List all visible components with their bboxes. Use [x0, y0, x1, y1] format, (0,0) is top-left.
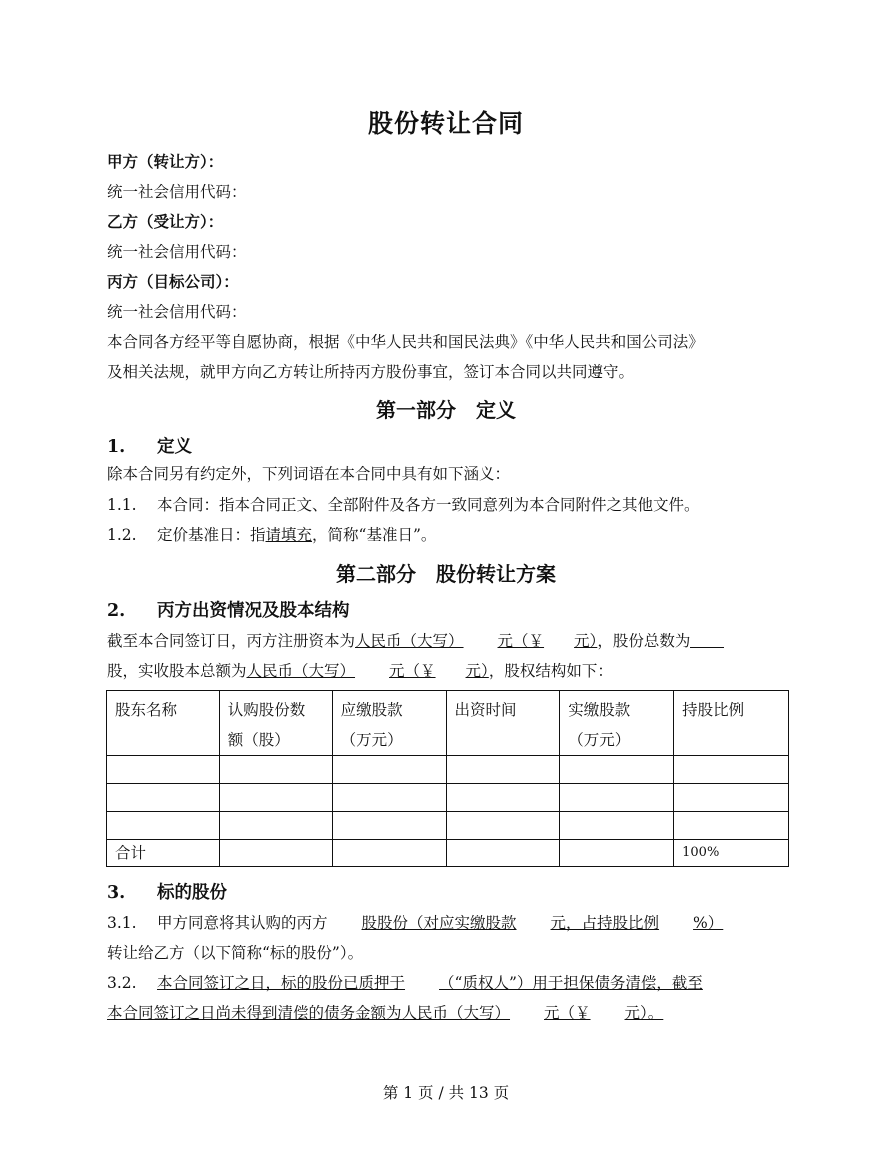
- clause-1-1: [107, 495, 700, 515]
- table-cell[interactable]: [219, 756, 332, 784]
- table-cell[interactable]: [674, 812, 789, 840]
- preamble-line-1: 本合同各方经平等自愿协商，根据《中华人民共和国民法典》《中华人民共和国公司法》: [107, 333, 704, 351]
- table-cell[interactable]: [107, 784, 220, 812]
- pledge-text[interactable]: 本合同签订之日，标的股份已质押于 （“质权人”）用于担保债务清偿，截至: [157, 974, 703, 992]
- clause-3-2-line-2: [107, 1003, 663, 1023]
- pledge-debt-text[interactable]: 本合同签订之日尚未得到清偿的债务金额为人民币（大写） 元（￥ 元）。: [107, 1004, 664, 1022]
- fill-in-placeholder[interactable]: 请填充: [265, 526, 313, 544]
- table-cell[interactable]: [332, 784, 446, 812]
- heading-number: 1.: [107, 437, 126, 457]
- table-cell[interactable]: [560, 756, 674, 784]
- page-footer: 第 1 页 / 共 13 页: [382, 1084, 510, 1102]
- clause-3-1-line-2: 转让给乙方（以下简称“标的股份”）。: [107, 944, 364, 962]
- heading-text: 标的股份: [157, 883, 227, 903]
- table-cell[interactable]: [446, 840, 560, 867]
- table-cell[interactable]: [332, 812, 446, 840]
- table-cell[interactable]: [107, 812, 220, 840]
- document-title: 股份转让合同: [367, 109, 524, 138]
- table-cell[interactable]: [674, 756, 789, 784]
- clause-number: 3.1.: [107, 914, 137, 932]
- clause-3-2: [107, 973, 703, 993]
- table-total-row: [107, 840, 789, 867]
- party-c-label: 丙方（目标公司）：: [107, 272, 239, 291]
- clause-number: 3.2.: [107, 974, 137, 992]
- definitions-intro: 除本合同另有约定外，下列词语在本合同中具有如下涵义：: [107, 465, 511, 483]
- header-cell: 认购股份数 额（股）: [219, 691, 332, 756]
- header-cell: 出资时间: [446, 691, 560, 756]
- paid-in-capital-field[interactable]: 人民币（大写） 元（￥ 元）: [246, 662, 489, 680]
- table-cell[interactable]: [219, 840, 332, 867]
- clause-text: 本合同：指本合同正文、全部附件及各方一致同意列为本合同附件之其他文件。: [157, 496, 700, 514]
- table-cell[interactable]: [219, 812, 332, 840]
- heading-definitions: [107, 433, 192, 458]
- heading-text: 定义: [157, 437, 192, 457]
- table-cell[interactable]: [107, 756, 220, 784]
- header-cell: 应缴股款 （万元）: [332, 691, 446, 756]
- header-cell: 实缴股款 （万元）: [560, 691, 674, 756]
- table-cell[interactable]: [560, 840, 674, 867]
- heading-number: 2.: [107, 601, 126, 621]
- table-row: [107, 812, 789, 840]
- header-cell: 持股比例: [674, 691, 789, 756]
- share-transfer-fill-field[interactable]: 股股份（对应实缴股款 元，占持股比例 %）: [361, 914, 724, 932]
- table-cell[interactable]: [219, 784, 332, 812]
- text: 截至本合同签订日，丙方注册资本为: [107, 632, 356, 650]
- part-1-title: 第一部分 定义: [376, 398, 516, 422]
- text: 股，实收股本总额为: [107, 662, 247, 680]
- clause-text: 定价基准日：指: [157, 526, 266, 544]
- part-2-title: 第二部分 股份转让方案: [336, 562, 556, 586]
- table-row: [107, 756, 789, 784]
- clause-number: 1.1.: [107, 496, 137, 514]
- party-b-label: 乙方（受让方）：: [107, 212, 224, 231]
- party-c-credit-code: 统一社会信用代码：: [107, 303, 247, 321]
- heading-number: 3.: [107, 883, 126, 903]
- table-row: [107, 784, 789, 812]
- clause-number: 1.2.: [107, 526, 137, 544]
- table-cell[interactable]: [560, 812, 674, 840]
- table-cell[interactable]: [560, 784, 674, 812]
- text: ，股权结构如下：: [488, 662, 613, 680]
- total-label-cell: 合计: [107, 840, 220, 867]
- total-shares-blank[interactable]: [690, 633, 724, 648]
- clause-3-1: [107, 913, 723, 933]
- clause-1-2: [107, 525, 436, 545]
- table-cell[interactable]: [332, 840, 446, 867]
- preamble-line-2: 及相关法规，就甲方向乙方转让所持丙方股份事宜，签订本合同以共同遵守。: [107, 363, 635, 381]
- table-cell[interactable]: [332, 756, 446, 784]
- party-b-credit-code: 统一社会信用代码：: [107, 243, 247, 261]
- clause-text: ，简称“基准日”。: [312, 526, 437, 544]
- heading-text: 丙方出资情况及股本结构: [157, 601, 350, 621]
- text: ，股份总数为: [597, 632, 691, 650]
- party-a-label: 甲方（转让方）：: [107, 152, 224, 171]
- header-cell: 股东名称: [107, 691, 220, 756]
- equity-structure-table: [106, 690, 789, 867]
- capital-line-1: [107, 631, 724, 651]
- party-a-credit-code: 统一社会信用代码：: [107, 183, 247, 201]
- heading-target-shares: [107, 879, 227, 904]
- registered-capital-field[interactable]: 人民币（大写） 元（￥ 元）: [355, 632, 598, 650]
- total-ratio-cell: 100%: [674, 840, 789, 867]
- table-cell[interactable]: [446, 784, 560, 812]
- table-header-row: [107, 691, 789, 756]
- capital-line-2: [107, 661, 613, 681]
- table-cell[interactable]: [674, 784, 789, 812]
- clause-text: 甲方同意将其认购的丙方: [157, 914, 328, 932]
- table-cell[interactable]: [446, 756, 560, 784]
- heading-capital-structure: [107, 597, 350, 622]
- table-cell[interactable]: [446, 812, 560, 840]
